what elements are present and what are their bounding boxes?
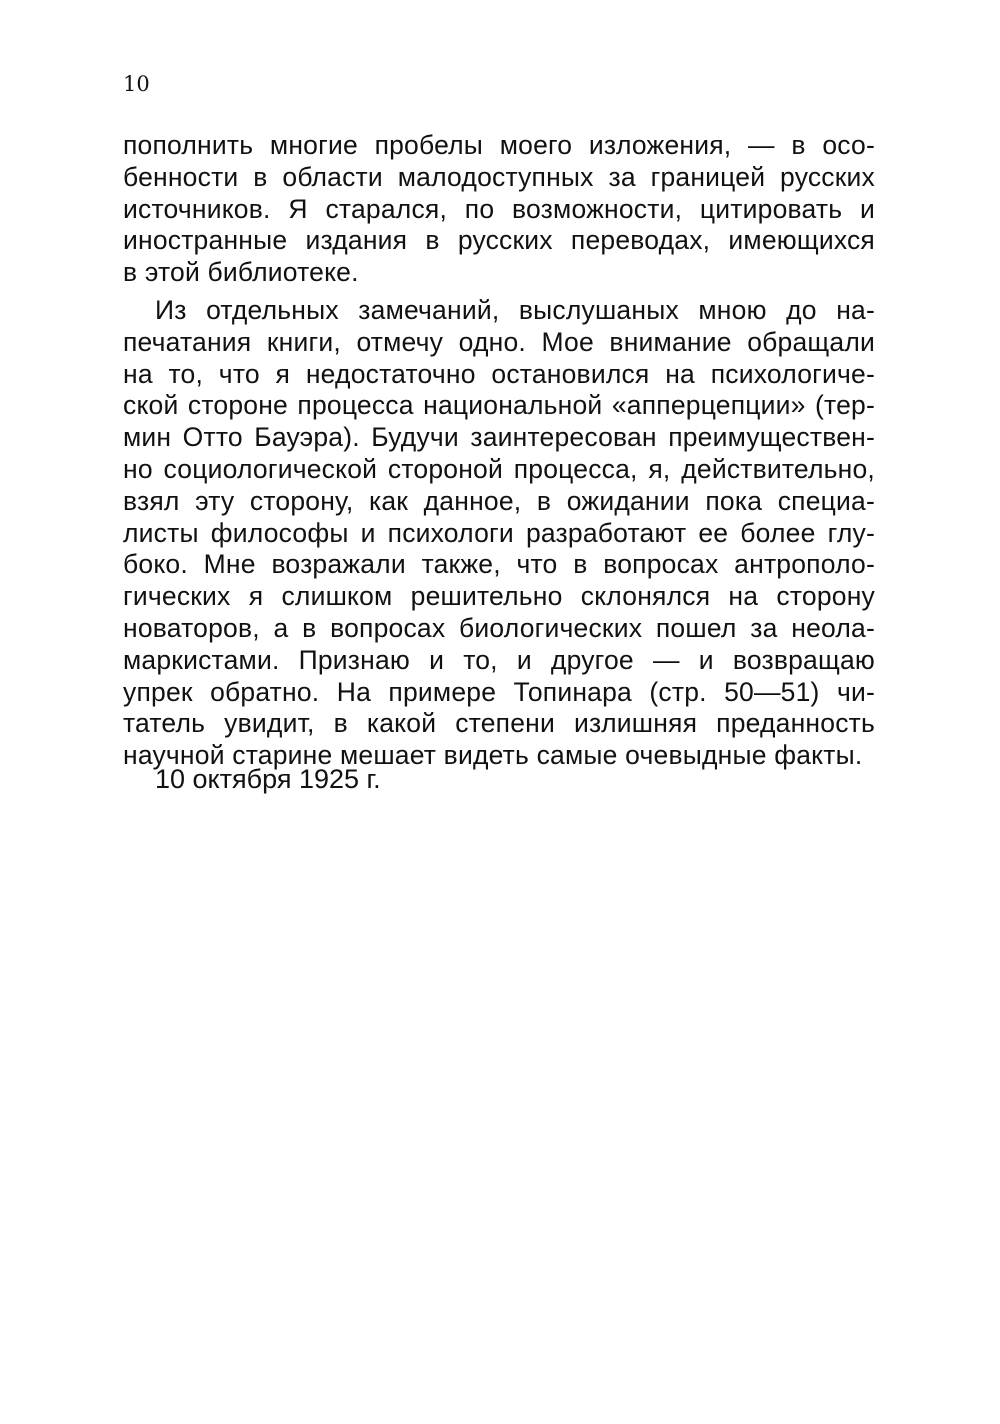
text-line: в этой библиотеке. bbox=[123, 257, 359, 288]
text-line: научной старине мешает видеть самые очевыдные факты. bbox=[123, 740, 863, 771]
page-number: 10 bbox=[123, 72, 150, 96]
paragraph-2 bbox=[123, 295, 875, 772]
text-line: татель увидит, в какой степени излишняя преданность bbox=[123, 708, 875, 739]
body-text bbox=[123, 130, 875, 772]
text-line: боко. Мне возражали также, что в вопросах антрополо- bbox=[123, 549, 875, 580]
text-line: пополнить многие пробелы моего изложения, — в осо- bbox=[123, 130, 875, 160]
date-line: 10 октября 1925 г. bbox=[155, 764, 381, 794]
text-line: бенности в области малодоступных за границей русских bbox=[123, 161, 875, 192]
text-line: на то, что я недостаточно остановился на психологиче- bbox=[123, 358, 875, 389]
paragraph-1 bbox=[123, 130, 875, 289]
text-line: ской стороне процесса национальной «апперцепции» (тер- bbox=[123, 390, 875, 421]
text-line: Из отдельных замечаний, выслушаных мною до на- bbox=[155, 294, 875, 325]
text-line: упрек обратно. На примере Топинара (стр. 50—51) чи- bbox=[123, 676, 875, 707]
text-line: мин Отто Бауэра). Будучи заинтересован преимуществен- bbox=[123, 422, 875, 453]
text-line: источников. Я старался, по возможности, цитировать и bbox=[123, 193, 875, 224]
text-line: новаторов, а в вопросах биологических пошел за неола- bbox=[123, 612, 875, 643]
text-line: взял эту сторону, как данное, в ожидании пока специа- bbox=[123, 485, 875, 516]
text-line: маркистами. Признаю и то, и другое — и возвращаю bbox=[123, 644, 875, 675]
text-line: иностранные издания в русских переводах, имеющихся bbox=[123, 225, 875, 256]
text-line: гических я слишком решительно склонялся на сторону bbox=[123, 581, 875, 612]
text-line: печатания книги, отмечу одно. Мое внимание обращали bbox=[123, 326, 875, 357]
text-line: листы философы и психологи разработают ее более глу- bbox=[123, 517, 875, 548]
text-line: но социологической стороной процесса, я, действительно, bbox=[123, 453, 875, 484]
